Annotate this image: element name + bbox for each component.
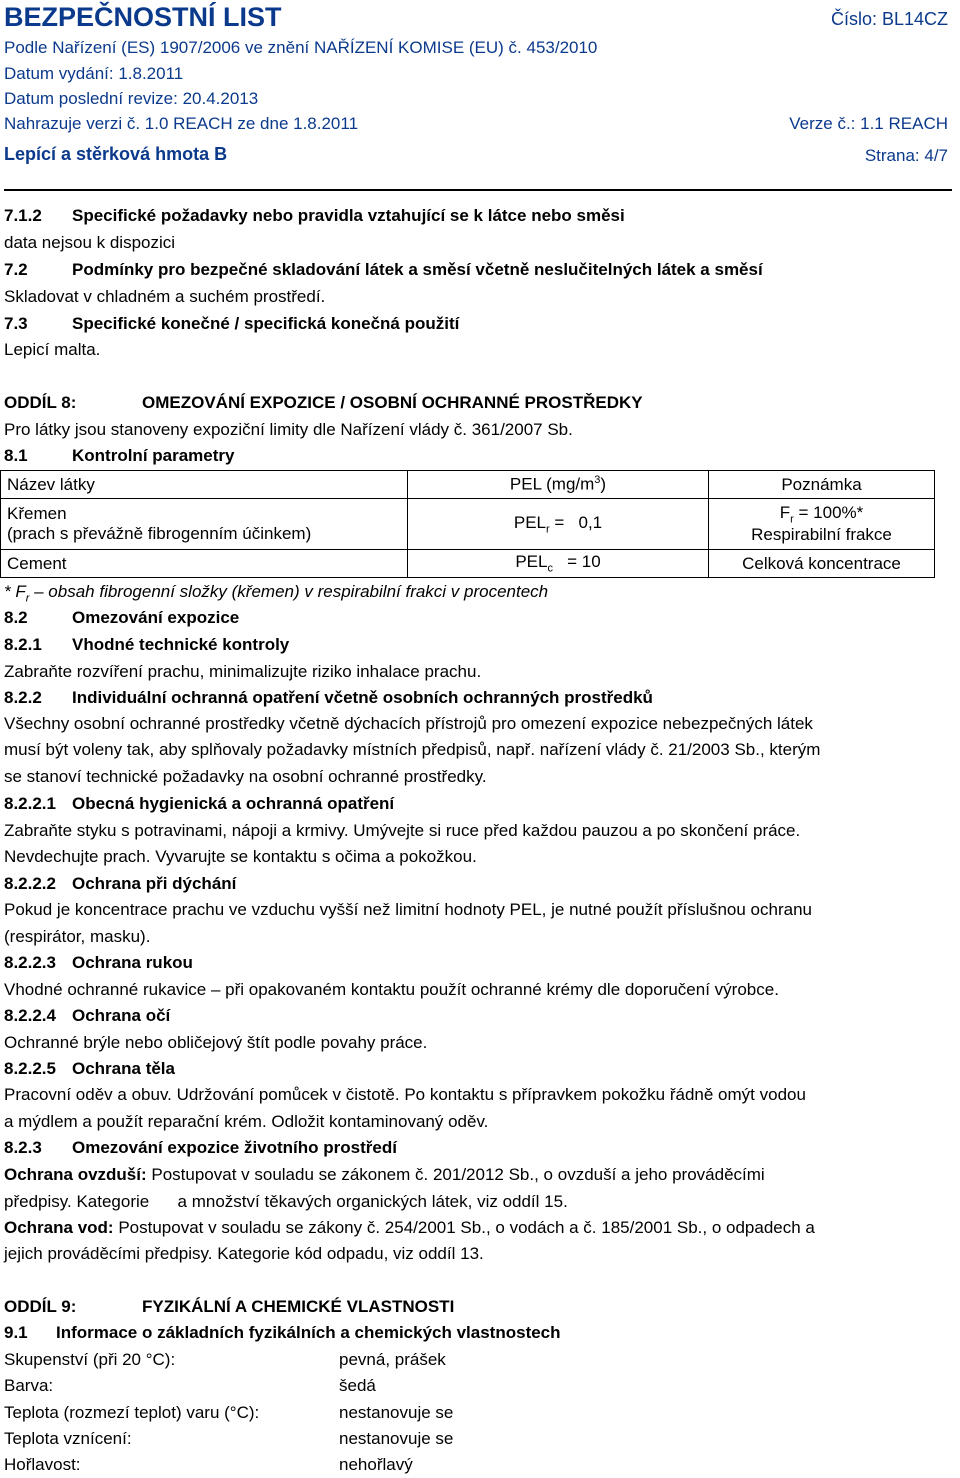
pel-cell: $PEL_r = 0,1$ [408,499,709,550]
page-number: Strana: 4/7 [864,146,948,165]
paragraph-line: Pokud je koncentrace prachu ve vzduchu vyšší než limitní hodnoty PEL, je nutné použít příslušnou ochranu [4,900,812,919]
document-number: Číslo: BL14CZ [830,9,948,29]
product-name: Lepící a stěrková hmota B [4,144,228,164]
air-protection-label: Ochrana ovzduší: [4,1165,147,1184]
section-8-2-2-3-heading [4,953,950,973]
property-value: pevná, prášek [339,1350,446,1369]
air-protection-text: Postupovat v souladu se zákonem č. 201/2012 Sb., o ovzduší a jeho prováděcími [146,1165,765,1184]
section-9-heading [4,1297,950,1317]
property-row [4,1455,950,1475]
paragraph-line: Nevdechujte prach. Vyvarujte se kontaktu s očima a pokožkou. [4,847,477,866]
section-7-2-heading [4,260,950,280]
section-title: Ochrana rukou [72,953,193,972]
section-title: Individuální ochranná opatření včetně osobních ochranných prostředků [72,688,653,707]
exposure-limits-table [0,470,935,578]
section-7-3-text: Lepicí malta. [4,340,101,359]
water-protection-text: Postupovat v souladu se zákony č. 254/2001 Sb., o vodách a č. 185/2001 Sb., o odpadech a [113,1218,815,1237]
header-divider [4,189,952,191]
property-row [4,1429,950,1449]
issue-date: Datum vydání: 1.8.2011 [4,64,184,83]
section-8-2-1-heading [4,635,950,655]
section-number: 8.2.3 [4,1138,42,1157]
regulation-line: Podle Nařízení (ES) 1907/2006 ve znění NAŘÍZENÍ KOMISE (EU) č. 453/2010 [4,38,598,57]
section-title: OMEZOVÁNÍ EXPOZICE / OSOBNÍ OCHRANNÉ PROSTŘEDKY [142,393,643,412]
table-row [1,550,935,578]
section-8-2-heading [4,608,950,628]
substance-cell: Cement [1,550,408,578]
section-number: 8.2.2.4 [4,1006,56,1025]
property-label: Teplota (rozmezí teplot) varu (°C): [4,1403,260,1422]
property-row [4,1350,950,1370]
substance-cell: Křemen (prach s převážně fibrogenním účinkem) [1,499,408,550]
section-number: 8.2.2.1 [4,794,56,813]
section-number: 8.2.2.2 [4,874,56,893]
section-number: 7.3 [4,314,28,333]
header-substance: Název látky [1,471,408,499]
paragraph-line: a mýdlem a použít reparační krém. Odložit kontaminovaný oděv. [4,1112,489,1131]
section-title: Omezování expozice životního prostředí [72,1138,397,1157]
section-8-intro: Pro látky jsou stanoveny expoziční limity dle Nařízení vlády č. 361/2007 Sb. [4,420,573,439]
section-title: Podmínky pro bezpečné skladování látek a směsí včetně neslučitelných látek a směsí [72,260,763,279]
section-number: 7.1.2 [4,206,42,225]
property-row [4,1376,950,1396]
section-number: 7.2 [4,260,28,279]
section-number: 8.2.2.5 [4,1059,56,1078]
water-protection-label: Ochrana vod: [4,1218,114,1237]
air-protection-line [4,1165,950,1185]
section-8-2-2-4-heading [4,1006,950,1026]
section-8-2-2-heading [4,688,950,708]
property-value: nehořlavý [339,1455,413,1474]
section-title: Kontrolní parametry [72,446,235,465]
version: Verze č.: 1.1 REACH [789,114,948,133]
paragraph-line: předpisy. Kategorie a množství těkavých organických látek, viz oddíl 15. [4,1192,568,1211]
header-note: Poznámka [709,471,935,499]
property-label: Hořlavost: [4,1455,81,1474]
revision-date: Datum poslední revize: 20.4.2013 [4,89,259,108]
note-cell: $F_r = 100\%*$ Respirabilní frakce [709,499,935,550]
section-8-2-2-5-heading [4,1059,950,1079]
section-7-2-text: Skladovat v chladném a suchém prostředí. [4,287,326,306]
property-label: Teplota vznícení: [4,1429,132,1448]
paragraph-line: musí být voleny tak, aby splňovaly požadavky místních předpisů, např. nařízení vlády č. 21/2003 Sb., kterým [4,740,821,759]
paragraph-line: Vhodné ochranné rukavice – při opakovaném kontaktu použít ochranné krémy dle doporučení výrobce. [4,980,779,999]
note-cell: Celková koncentrace [709,550,935,578]
section-number: 8.2.2.3 [4,953,56,972]
section-title: Ochrana očí [72,1006,171,1025]
paragraph-line: jejich prováděcími předpisy. Kategorie kód odpadu, viz oddíl 13. [4,1244,484,1263]
table-footnote: * $F_r$ – obsah fibrogenní složky (křemen) v respirabilní frakci v procentech [4,582,549,605]
section-number: 8.2.2 [4,688,42,707]
section-number: 8.1 [4,446,28,465]
section-7-1-2-text: data nejsou k dispozici [4,233,176,252]
section-title: Obecná hygienická a ochranná opatření [72,794,395,813]
paragraph-line: se stanoví technické požadavky na osobní ochranné prostředky. [4,767,487,786]
section-7-3-heading [4,314,950,334]
section-number: 8.2.1 [4,635,42,654]
property-value: šedá [339,1376,376,1395]
section-8-2-3-heading [4,1138,950,1158]
replaces-version: Nahrazuje verzi č. 1.0 REACH ze dne 1.8.2011 [4,114,359,133]
property-label: Skupenství (při 20 °C): [4,1350,176,1369]
section-8-2-1-text: Zabraňte rozvíření prachu, minimalizujte riziko inhalace prachu. [4,662,482,681]
section-title: Specifické požadavky nebo pravidla vztahující se k látce nebo směsi [72,206,625,225]
paragraph-line: Všechny osobní ochranné prostředky včetně dýchacích přístrojů pro omezení expozice nebezpečných látek [4,714,813,733]
section-9-1-heading [4,1323,950,1343]
section-label: ODDÍL 8: [4,393,77,412]
paragraph-line: Ochranné brýle nebo obličejový štít podle povahy práce. [4,1033,428,1052]
section-8-1-heading [4,446,950,466]
property-value: nestanovuje se [339,1429,454,1448]
section-title: Specifické konečné / specifická konečná použití [72,314,460,333]
section-title: Ochrana při dýchání [72,874,237,893]
section-title: Omezování expozice [72,608,240,627]
document-title: BEZPEČNOSTNÍ LIST [4,2,282,32]
paragraph-line: Zabraňte styku s potravinami, nápoji a krmivy. Umývejte si ruce před každou pauzou a po skončení práce. [4,821,801,840]
header-pel: PEL $(mg/m^3)$ [408,471,709,499]
section-8-2-2-1-heading [4,794,950,814]
section-7-1-2-heading [4,206,950,226]
property-value: nestanovuje se [339,1403,454,1422]
water-protection-line [4,1218,950,1238]
section-title: Informace o základních fyzikálních a chemických vlastnostech [56,1323,561,1342]
section-8-2-2-2-heading [4,874,950,894]
property-row [4,1403,950,1423]
paragraph-line: (respirátor, masku). [4,927,151,946]
section-number: 8.2 [4,608,28,627]
section-title: Ochrana těla [72,1059,175,1078]
section-number: 9.1 [4,1323,28,1342]
property-label: Barva: [4,1376,54,1395]
table-row [1,499,935,550]
section-title: Vhodné technické kontroly [72,635,290,654]
pel-cell: $PEL_c = 10$ [408,550,709,578]
paragraph-line: Pracovní oděv a obuv. Udržování pomůcek v čistotě. Po kontaktu s přípravkem pokožku řádně omýt vodou [4,1085,806,1104]
section-label: ODDÍL 9: [4,1297,77,1316]
section-title: FYZIKÁLNÍ A CHEMICKÉ VLASTNOSTI [142,1297,455,1316]
section-8-heading [4,393,950,413]
table-header-row [1,471,935,499]
